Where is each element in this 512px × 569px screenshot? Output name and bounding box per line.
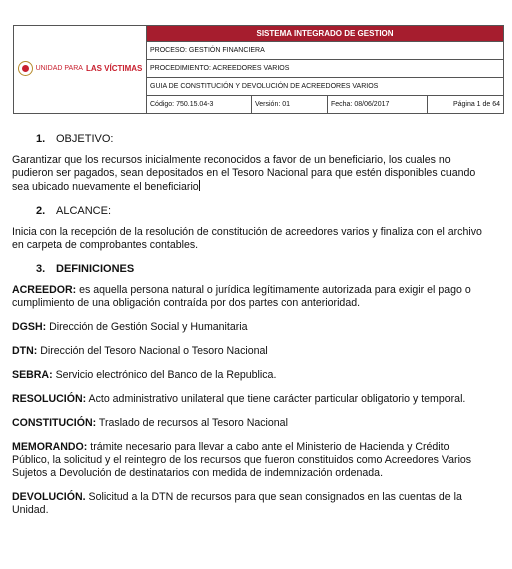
definition-item xyxy=(12,491,490,517)
definition-item xyxy=(12,369,490,382)
definition-term: ACREEDOR: xyxy=(12,284,77,296)
page-number: Página 1 de 64 xyxy=(428,96,504,114)
fecha-field: Fecha: 08/06/2017 xyxy=(328,96,428,114)
definition-term: DGSH: xyxy=(12,321,47,333)
section-number: 1. xyxy=(36,133,46,145)
definition-text: Traslado de recursos al Tesoro Nacional xyxy=(96,417,288,429)
document-body xyxy=(12,133,490,517)
definition-text: Dirección de Gestión Social y Humanitaria xyxy=(46,321,248,333)
definition-item xyxy=(12,441,490,480)
definition-text: es aquella persona natural o jurídica legítimamente autorizada para exigir el pago o cumplimiento de una obligación contraída por dos partes con anterioridad. xyxy=(12,284,471,309)
definition-text: Servicio electrónico del Banco de la Republica. xyxy=(52,369,277,381)
colombia-seal-icon xyxy=(18,61,33,76)
section-number: 2. xyxy=(36,205,46,217)
section-colon: : xyxy=(110,133,114,145)
codigo-field: Código: 750.15.04-3 xyxy=(147,96,252,114)
definition-text: Dirección del Tesoro Nacional o Tesoro Nacional xyxy=(37,345,268,357)
definition-item xyxy=(12,321,490,334)
section-colon: : xyxy=(107,205,112,217)
version-field: Versión: 01 xyxy=(252,96,328,114)
section-title: DEFINICIONES xyxy=(56,263,135,275)
text-cursor xyxy=(199,180,200,191)
guia-field: GUIA DE CONSTITUCIÓN Y DEVOLUCIÓN DE ACREEDORES VARIOS xyxy=(147,78,504,96)
logo-text-b: LAS VÍCTIMAS xyxy=(85,64,143,73)
procedimiento-field: PROCEDIMIENTO: ACREEDORES VARIOS xyxy=(147,60,504,78)
definition-item xyxy=(12,417,490,430)
definition-item xyxy=(12,284,490,310)
objetivo-text-content: Garantizar que los recursos inicialmente reconocidos a favor de un beneficiario, los cuales no pudieron ser pagados, sean depositados en el Tesoro Nacional para que estén disponibles cuando sea ubicado nuevamente el beneficiario xyxy=(12,154,476,193)
alcance-text: Inicia con la recepción de la resolución de constitución de acreedores varios y finaliza con el archivo en carpeta de comprobantes contables. xyxy=(12,226,482,251)
section-title: OBJETIVO xyxy=(56,133,111,145)
definition-term: CONSTITUCIÓN: xyxy=(12,417,97,429)
unidad-victimas-logo xyxy=(18,61,143,76)
document-header xyxy=(13,25,504,114)
objetivo-text xyxy=(12,154,490,194)
system-title: SISTEMA INTEGRADO DE GESTION xyxy=(147,26,504,42)
proceso-field: PROCESO: GESTIÓN FINANCIERA xyxy=(147,42,504,60)
definition-term: RESOLUCIÓN: xyxy=(12,393,87,405)
definition-term: DTN: xyxy=(12,345,38,357)
definition-text: Solicitud a la DTN de recursos para que sean consignados en las cuentas de la Unidad. xyxy=(12,491,462,516)
section-objetivo-heading xyxy=(36,133,490,146)
section-number: 3. xyxy=(36,263,46,275)
definition-term: DEVOLUCIÓN. xyxy=(12,491,86,503)
definition-text: trámite necesario para llevar a cabo ante el Ministerio de Hacienda y Crédito Público, la solicitud y el reintegro de los recursos que fueron constituidos como Acreedores Varios Sujetos a Devolución de destinatarios con medida de indemnización ordenada. xyxy=(12,441,472,479)
definition-item xyxy=(12,393,490,406)
logo-cell xyxy=(14,26,147,114)
definition-term: MEMORANDO: xyxy=(12,441,88,453)
logo-text-a: UNIDAD PARA xyxy=(35,65,83,72)
section-title: ALCANCE xyxy=(56,205,108,217)
definition-text: Acto administrativo unilateral que tiene carácter particular obligatorio y temporal. xyxy=(86,393,466,405)
definition-item xyxy=(12,345,490,358)
definition-term: SEBRA: xyxy=(12,369,53,381)
section-definiciones-heading xyxy=(36,263,490,276)
section-alcance-heading xyxy=(36,205,490,218)
